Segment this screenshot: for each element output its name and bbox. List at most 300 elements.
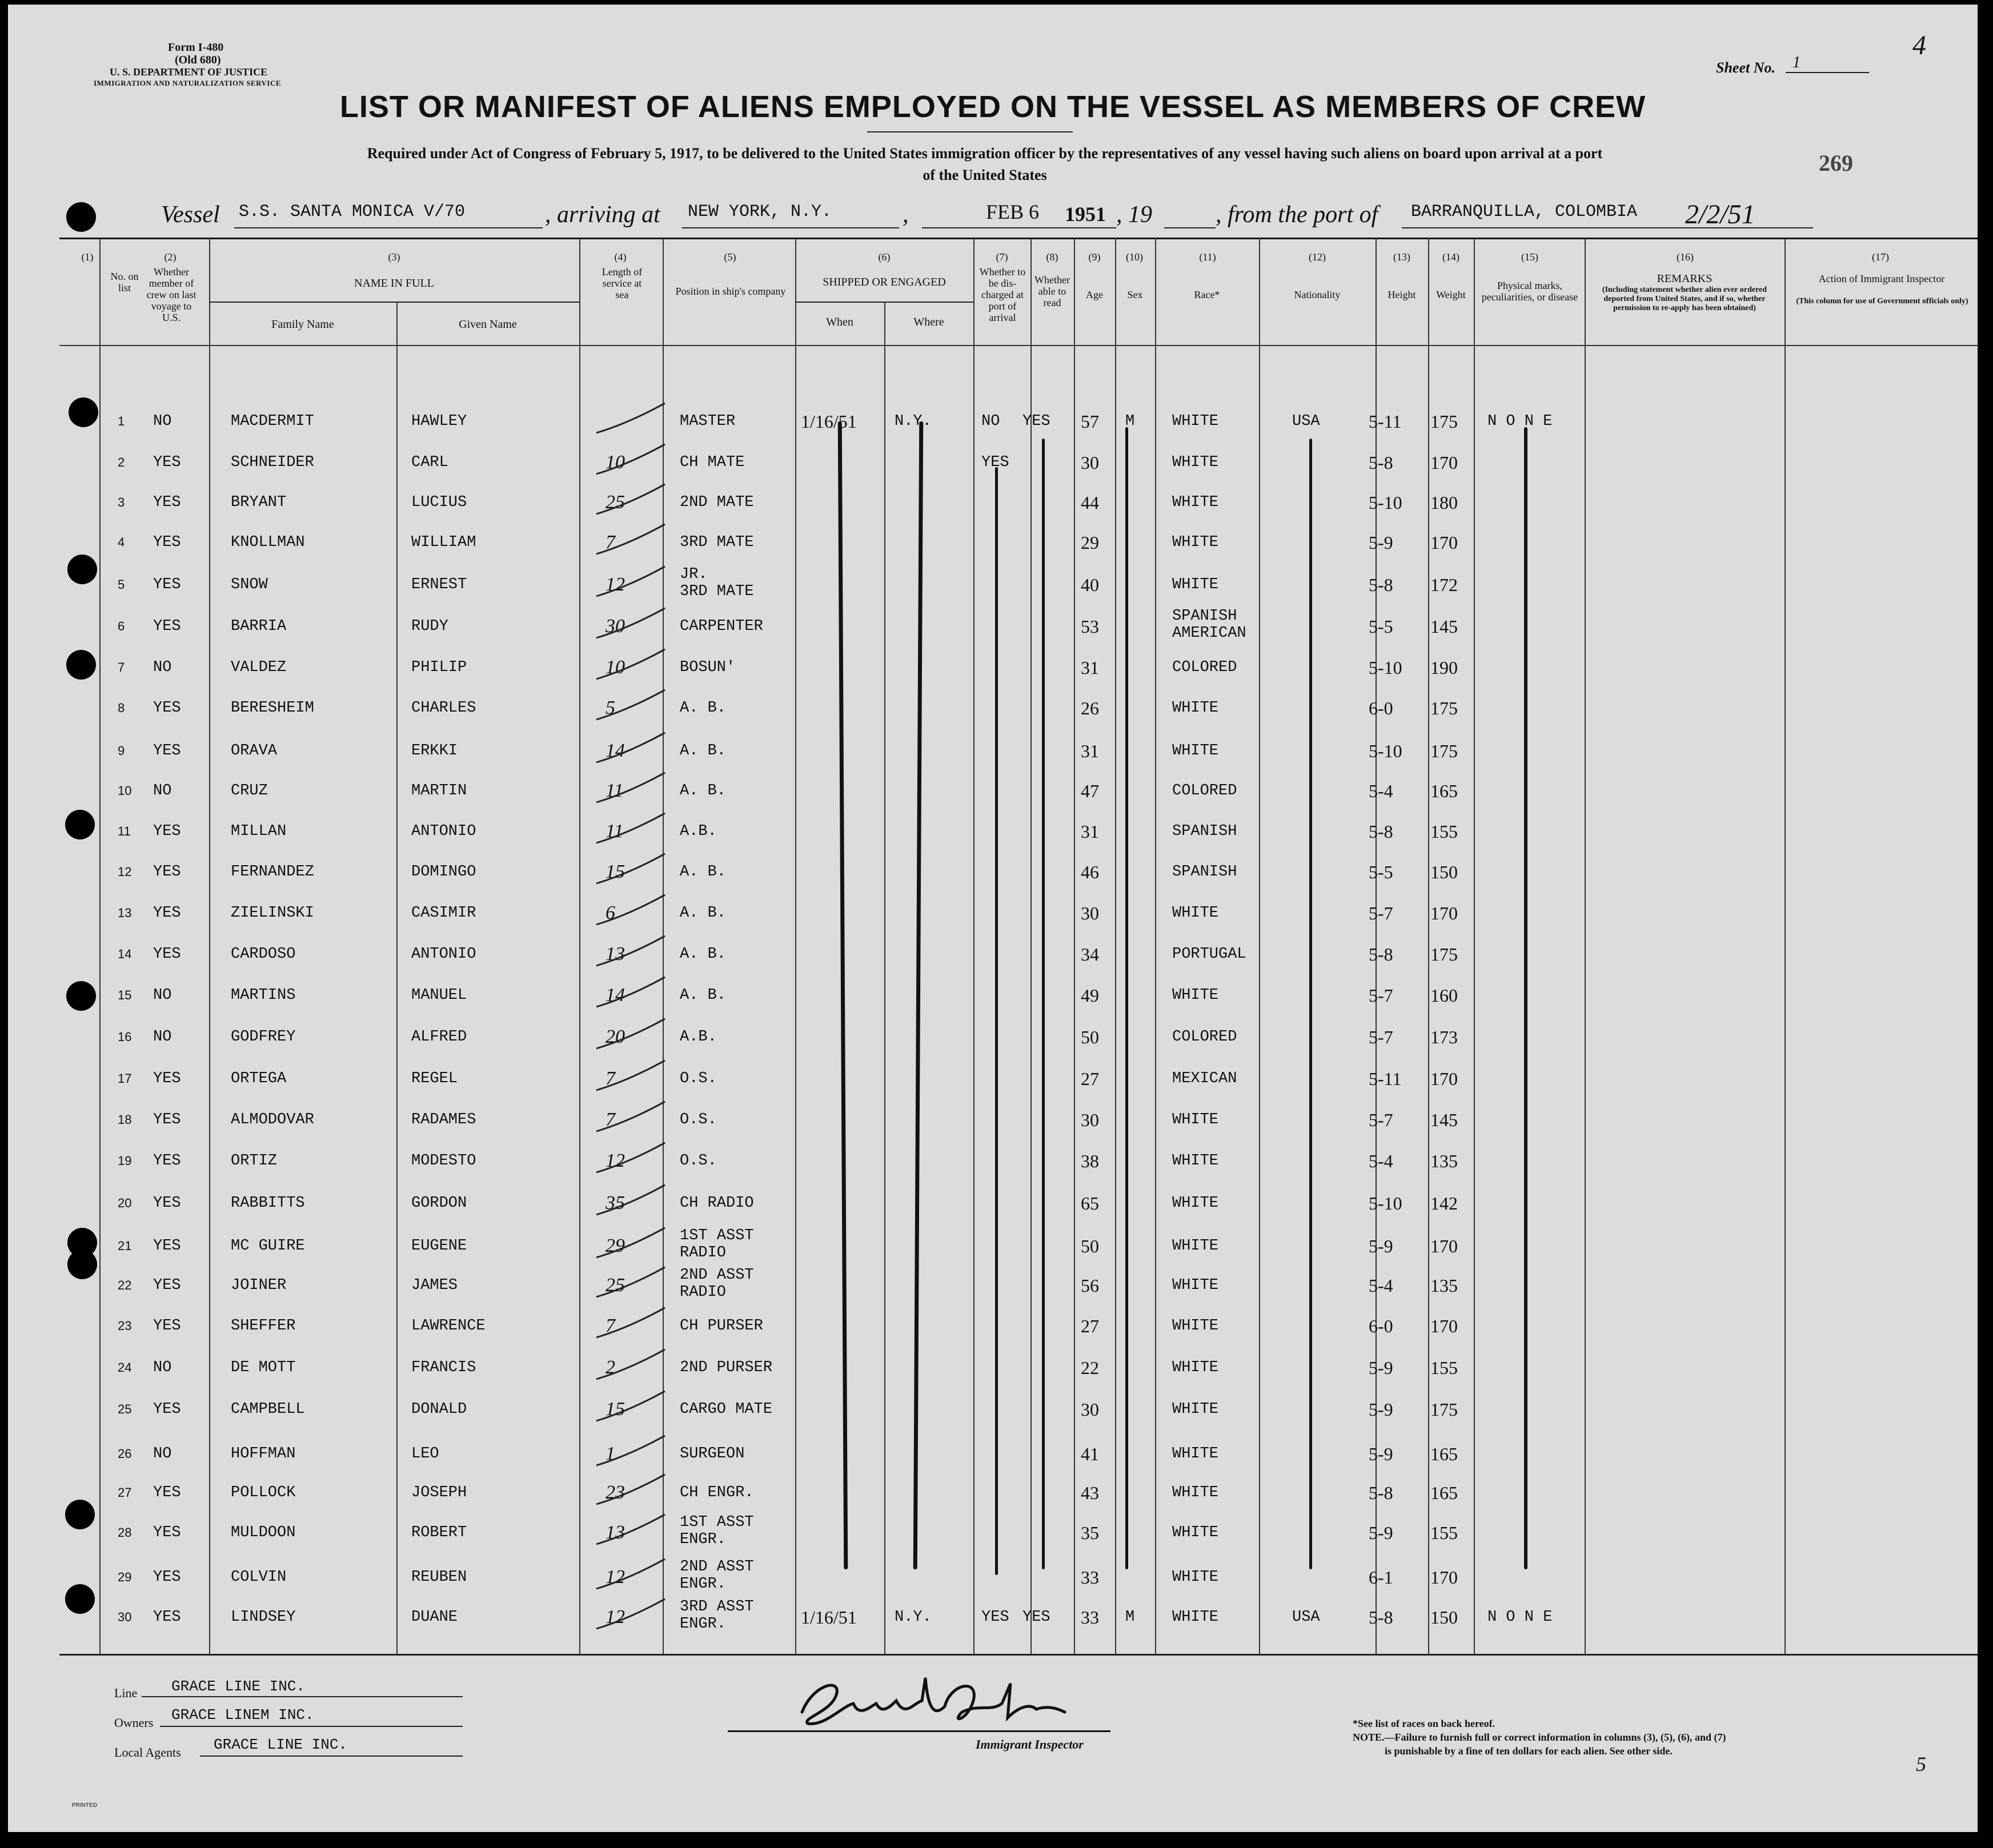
- form-service: IMMIGRATION AND NATURALIZATION SERVICE: [94, 79, 282, 87]
- cell-weight: 175: [1430, 741, 1458, 761]
- cell-family: MULDOON: [231, 1524, 296, 1541]
- cell-no: 20: [118, 1196, 132, 1210]
- check-mark-icon: [585, 1471, 671, 1511]
- check-mark-icon: [585, 441, 671, 481]
- cell-race: WHITE: [1172, 1484, 1219, 1501]
- cell-age: 27: [1081, 1068, 1099, 1089]
- cell-weight: 135: [1430, 1275, 1458, 1296]
- cell-no: 2: [118, 455, 125, 469]
- cell-position: CH PURSER: [680, 1317, 763, 1335]
- cell-last: YES: [153, 1484, 181, 1501]
- cell-race: WHITE: [1172, 905, 1219, 922]
- cell-race: WHITE: [1172, 1359, 1219, 1376]
- colnum-5: (5): [724, 251, 736, 263]
- binder-hole: [65, 810, 95, 839]
- table-bottom-rule: [59, 1654, 1978, 1656]
- cell-family: MC GUIRE: [231, 1238, 305, 1255]
- cell-height: 5-10: [1369, 1193, 1402, 1214]
- check-mark-icon: [585, 1511, 671, 1551]
- cell-position: A. B.: [680, 700, 727, 717]
- cell-nat: USA: [1292, 1609, 1320, 1626]
- year-line: [1164, 227, 1216, 228]
- form-old-number: (Old 680): [175, 54, 221, 66]
- cell-last: YES: [153, 1238, 181, 1255]
- cell-service: 7: [605, 532, 615, 553]
- cell-when: 1/16/51: [801, 1607, 857, 1628]
- cell-last: NO: [153, 1029, 172, 1046]
- cell-family: MACDERMIT: [231, 413, 314, 430]
- cell-age: 31: [1081, 821, 1099, 842]
- cell-family: GODFREY: [231, 1029, 296, 1046]
- cell-given: ROBERT: [411, 1524, 467, 1541]
- cell-weight: 170: [1430, 1316, 1458, 1336]
- cell-service: 6: [605, 902, 615, 923]
- cell-race: SPANISH: [1172, 608, 1237, 625]
- ditto-mark-sex: [1125, 427, 1128, 1569]
- check-mark-icon: [585, 646, 671, 686]
- cell-no: 15: [118, 988, 132, 1002]
- check-mark-icon: [585, 1388, 671, 1428]
- colnum-16: (16): [1677, 251, 1694, 263]
- cell-service: 15: [605, 861, 625, 882]
- cell-no: 11: [118, 824, 131, 838]
- cell-weight: 170: [1430, 1068, 1458, 1089]
- ditto-mark-where: [913, 421, 924, 1569]
- line-label: Line: [114, 1686, 138, 1700]
- cell-weight: 190: [1430, 657, 1458, 678]
- header-action-note: (This column for use of Government officials only): [1796, 297, 1968, 306]
- cell-height: 5-8: [1369, 1607, 1393, 1628]
- cell-height: 6-0: [1369, 698, 1393, 718]
- cell-weight: 165: [1430, 1483, 1458, 1503]
- check-mark-icon: [585, 769, 671, 809]
- cell-race-line2: AMERICAN: [1172, 625, 1246, 642]
- year-prefix: , 19: [1116, 202, 1152, 228]
- header-able-read: Whether able to read: [1034, 274, 1070, 308]
- cell-age: 56: [1081, 1275, 1099, 1296]
- sheet-number-line: [1786, 72, 1869, 73]
- cell-disch: YES: [981, 454, 1009, 471]
- cell-race: WHITE: [1172, 1195, 1219, 1212]
- sheet-label: Sheet No.: [1716, 59, 1775, 76]
- cell-phys: N O N E: [1487, 1609, 1553, 1626]
- cell-position-line2: RADIO: [680, 1284, 727, 1301]
- cell-no: 21: [118, 1239, 132, 1253]
- cell-age: 33: [1081, 1567, 1099, 1588]
- line-value: GRACE LINE INC.: [171, 1678, 306, 1695]
- cell-no: 25: [118, 1402, 132, 1416]
- name-subrule: [209, 302, 579, 303]
- cell-last: NO: [153, 659, 172, 676]
- cell-last: YES: [153, 1609, 181, 1626]
- cell-last: YES: [153, 1524, 181, 1541]
- cell-weight: 150: [1430, 1607, 1458, 1628]
- cell-no: 12: [118, 865, 132, 879]
- header-position: Position in ship's company: [675, 286, 786, 297]
- manifest-sheet: [8, 5, 1978, 1832]
- cell-given: CHARLES: [411, 700, 476, 717]
- cell-where: N.Y.: [895, 1609, 932, 1626]
- colnum-17: (17): [1872, 251, 1889, 263]
- table-top-rule: [59, 238, 1978, 239]
- cell-given: RADAMES: [411, 1111, 476, 1128]
- colnum-2: (2): [164, 251, 177, 263]
- header-action: Action of Immigrant Inspector: [1818, 273, 1945, 284]
- cell-weight: 175: [1430, 698, 1458, 718]
- cell-position-line2: 3RD MATE: [680, 583, 754, 600]
- shipped-subrule: [795, 302, 973, 303]
- colnum-7: (7): [996, 251, 1008, 263]
- owners-value: GRACE LINEM INC.: [171, 1706, 314, 1724]
- cell-weight: 172: [1430, 575, 1458, 595]
- cell-service: 13: [605, 943, 625, 965]
- cell-race: WHITE: [1172, 494, 1219, 511]
- page-title: LIST OR MANIFEST OF ALIENS EMPLOYED ON THE VESSEL AS MEMBERS OF CREW: [339, 90, 1646, 124]
- cell-position: 3RD MATE: [680, 534, 754, 551]
- cell-no: 7: [118, 660, 125, 674]
- cell-height: 5-4: [1369, 1151, 1393, 1171]
- cell-service: 23: [605, 1482, 625, 1503]
- footnote-note: NOTE.—Failure to furnish full or correct information in columns (3), (5), (6), and (7): [1353, 1732, 1726, 1743]
- check-mark-icon: [585, 521, 671, 561]
- vessel-value: S.S. SANTA MONICA V/70: [239, 202, 466, 222]
- cell-race: WHITE: [1172, 987, 1219, 1004]
- subtitle-line1: Required under Act of Congress of February 5, 1917, to be delivered to the United States immigration officer by the representatives of any vessel having such aliens on board upon arrival at a port: [367, 145, 1603, 162]
- cell-read: YES: [1022, 413, 1050, 430]
- cell-family: ALMODOVAR: [231, 1111, 314, 1128]
- cell-position: CH RADIO: [680, 1195, 754, 1212]
- cell-age: 57: [1081, 411, 1099, 432]
- ditto-mark-nationality: [1309, 439, 1312, 1569]
- cell-last: YES: [153, 1569, 181, 1586]
- cell-family: LINDSEY: [231, 1609, 296, 1626]
- cell-height: 5-4: [1369, 781, 1393, 801]
- cell-age: 31: [1081, 657, 1099, 678]
- cell-height: 5-8: [1369, 1483, 1393, 1503]
- cell-weight: 145: [1430, 616, 1458, 637]
- vessel-label: Vessel: [161, 202, 220, 228]
- check-mark-icon: [585, 1264, 671, 1304]
- colnum-11: (11): [1199, 251, 1216, 263]
- cell-age: 33: [1081, 1607, 1099, 1628]
- cell-family: KNOLLMAN: [231, 534, 305, 551]
- cell-given: REGEL: [411, 1070, 458, 1087]
- cell-no: 10: [118, 784, 132, 798]
- arrival-date: FEB 6: [986, 200, 1040, 223]
- cell-height: 5-10: [1369, 492, 1402, 513]
- binder-hole: [65, 1500, 95, 1529]
- cell-service: 2: [605, 1357, 615, 1378]
- agents-value: GRACE LINE INC.: [214, 1736, 348, 1753]
- cell-family: VALDEZ: [231, 659, 287, 676]
- header-physical: Physical marks, peculiarities, or disease: [1481, 280, 1578, 303]
- cell-service: 7: [605, 1109, 615, 1130]
- cell-height: 5-9: [1369, 1236, 1393, 1256]
- cell-family: ORAVA: [231, 742, 278, 760]
- cell-given: DUANE: [411, 1609, 458, 1626]
- cell-weight: 180: [1430, 492, 1458, 513]
- cell-age: 49: [1081, 985, 1099, 1006]
- agents-label: Local Agents: [114, 1745, 181, 1759]
- cell-no: 28: [118, 1525, 132, 1540]
- cell-service: 7: [605, 1068, 615, 1089]
- cell-weight: 175: [1430, 411, 1458, 432]
- cell-last: NO: [153, 1359, 172, 1376]
- cell-given: MARTIN: [411, 782, 467, 800]
- cell-age: 31: [1081, 741, 1099, 761]
- cell-service: 15: [605, 1399, 625, 1420]
- cell-service: 10: [605, 657, 625, 678]
- cell-family: POLLOCK: [231, 1484, 296, 1501]
- cell-race: WHITE: [1172, 1238, 1219, 1255]
- cell-no: 4: [118, 535, 125, 549]
- cell-race: WHITE: [1172, 1569, 1219, 1586]
- inspector-line: [728, 1730, 1110, 1732]
- cell-given: ERNEST: [411, 576, 467, 593]
- cell-race: WHITE: [1172, 742, 1219, 760]
- cell-position-line2: ENGR.: [680, 1576, 727, 1593]
- cell-given: HAWLEY: [411, 413, 467, 430]
- cell-service: 14: [605, 740, 625, 761]
- cell-given: PHILIP: [411, 659, 467, 676]
- cell-last: YES: [153, 1152, 181, 1170]
- cell-position: A. B.: [680, 905, 727, 922]
- cell-when: 1/16/51: [801, 411, 857, 432]
- cell-race: WHITE: [1172, 1277, 1219, 1294]
- cell-service: 7: [605, 1315, 615, 1336]
- cell-last: YES: [153, 1317, 181, 1335]
- cell-race: WHITE: [1172, 1609, 1219, 1626]
- cell-given: CASIMIR: [411, 905, 476, 922]
- cell-family: DE MOTT: [231, 1359, 296, 1376]
- cell-height: 5-8: [1369, 575, 1393, 595]
- ditto-mark-read: [1042, 439, 1045, 1569]
- check-mark-icon: [585, 974, 671, 1014]
- cell-height: 5-11: [1369, 1068, 1402, 1089]
- cell-last: YES: [153, 576, 181, 593]
- cell-age: 41: [1081, 1444, 1099, 1464]
- cell-no: 30: [118, 1610, 132, 1624]
- cell-weight: 155: [1430, 1522, 1458, 1543]
- cell-family: SHEFFER: [231, 1317, 296, 1335]
- cell-family: SNOW: [231, 576, 268, 593]
- cell-family: MILLAN: [231, 823, 287, 840]
- cell-family: BERESHEIM: [231, 700, 314, 717]
- colnum-14: (14): [1442, 251, 1459, 263]
- cell-no: 6: [118, 619, 125, 633]
- cell-family: MARTINS: [231, 987, 296, 1004]
- header-family-name: Family Name: [271, 318, 334, 331]
- check-mark-icon: [585, 1057, 671, 1097]
- cell-age: 50: [1081, 1236, 1099, 1256]
- cell-weight: 170: [1430, 452, 1458, 473]
- cell-race: COLORED: [1172, 782, 1237, 800]
- cell-last: YES: [153, 1111, 181, 1128]
- header-sex: Sex: [1127, 289, 1143, 300]
- cell-height: 5-9: [1369, 1444, 1393, 1464]
- cell-race: WHITE: [1172, 1317, 1219, 1335]
- cell-height: 5-4: [1369, 1275, 1393, 1296]
- cell-position: O.S.: [680, 1111, 717, 1128]
- cell-position: A. B.: [680, 863, 727, 881]
- cell-height: 5-7: [1369, 903, 1393, 923]
- cell-given: GORDON: [411, 1195, 467, 1212]
- cell-race: WHITE: [1172, 1401, 1219, 1418]
- cell-position: A. B.: [680, 782, 727, 800]
- corner-mark: 4: [1912, 30, 1926, 61]
- form-number: Form I-480: [168, 41, 224, 54]
- binder-hole: [66, 981, 96, 1011]
- cell-age: 26: [1081, 698, 1099, 718]
- check-mark-icon: [585, 933, 671, 973]
- cell-last: YES: [153, 494, 181, 511]
- header-discharged: Whether to be dis- charged at port of arrival: [979, 266, 1026, 323]
- cell-position: MASTER: [680, 413, 736, 430]
- inspector-signature: [791, 1672, 1088, 1735]
- header-weight: Weight: [1436, 289, 1466, 300]
- cell-given: LEO: [411, 1445, 439, 1463]
- cell-last: NO: [153, 987, 172, 1004]
- ditto-mark-when: [838, 421, 848, 1569]
- cell-given: REUBEN: [411, 1569, 467, 1586]
- header-remarks: REMARKS: [1657, 272, 1713, 285]
- binder-hole: [66, 650, 96, 680]
- cell-family: ORTEGA: [231, 1070, 287, 1087]
- cell-age: 30: [1081, 452, 1099, 473]
- cell-given: DOMINGO: [411, 863, 476, 881]
- cell-height: 5-8: [1369, 944, 1393, 965]
- cell-family: BARRIA: [231, 618, 287, 635]
- cell-age: 30: [1081, 1399, 1099, 1420]
- colnum-15: (15): [1521, 251, 1538, 263]
- cell-service: 10: [605, 452, 625, 473]
- cell-family: RABBITTS: [231, 1195, 305, 1212]
- check-mark-icon: [585, 686, 671, 726]
- header-last-voyage: Whether member of crew on last voyage to U.S.: [146, 266, 197, 323]
- cell-height: 5-10: [1369, 657, 1402, 678]
- colnum-8: (8): [1046, 251, 1058, 263]
- cell-position: BOSUN': [680, 659, 736, 676]
- cell-last: YES: [153, 618, 181, 635]
- cell-race: COLORED: [1172, 659, 1237, 676]
- cell-last: YES: [153, 823, 181, 840]
- cell-weight: 145: [1430, 1110, 1458, 1130]
- colnum-6: (6): [878, 251, 891, 263]
- cell-service: 12: [605, 574, 625, 595]
- colnum-12: (12): [1309, 251, 1326, 263]
- vessel-line: [234, 227, 543, 228]
- arriving-comma: ,: [903, 202, 909, 228]
- cell-no: 18: [118, 1112, 132, 1127]
- cell-nat: USA: [1292, 413, 1320, 430]
- cell-family: HOFFMAN: [231, 1445, 296, 1463]
- cell-position: 3RD ASST: [680, 1598, 754, 1616]
- check-mark-icon: [585, 1556, 671, 1596]
- check-mark-icon: [585, 481, 671, 521]
- cell-weight: 142: [1430, 1193, 1458, 1214]
- cell-family: CARDOSO: [231, 946, 296, 963]
- header-nationality: Nationality: [1294, 289, 1341, 300]
- arriving-value: NEW YORK, N.Y.: [688, 202, 832, 222]
- cell-age: 50: [1081, 1027, 1099, 1047]
- cell-race: COLORED: [1172, 1029, 1237, 1046]
- header-given-name: Given Name: [459, 318, 517, 331]
- cell-no: 1: [118, 414, 125, 428]
- cell-age: 47: [1081, 781, 1099, 801]
- cell-last: NO: [153, 413, 172, 430]
- handwritten-date: 2/2/51: [1685, 199, 1755, 230]
- arriving-label: , arriving at: [545, 202, 660, 228]
- colnum-3: (3): [388, 251, 400, 263]
- cell-given: WILLIAM: [411, 534, 476, 551]
- title-rule: [867, 131, 1073, 132]
- cell-no: 17: [118, 1071, 132, 1086]
- cell-weight: 160: [1430, 985, 1458, 1006]
- cell-race: WHITE: [1172, 1524, 1219, 1541]
- cell-given: MANUEL: [411, 987, 467, 1004]
- cell-position: 2ND PURSER: [680, 1359, 773, 1376]
- cell-height: 5-8: [1369, 452, 1393, 473]
- bottom-mark: 5: [1916, 1753, 1926, 1775]
- cell-age: 30: [1081, 903, 1099, 923]
- cell-weight: 175: [1430, 944, 1458, 965]
- cell-position: A. B.: [680, 946, 727, 963]
- header-when: When: [826, 316, 853, 328]
- cell-age: 65: [1081, 1193, 1099, 1214]
- binder-hole: [67, 555, 97, 584]
- cell-last: NO: [153, 782, 172, 800]
- cell-last: YES: [153, 905, 181, 922]
- check-mark-icon: [585, 1596, 671, 1636]
- cell-position: O.S.: [680, 1152, 717, 1170]
- cell-given: DONALD: [411, 1401, 467, 1418]
- cell-age: 27: [1081, 1316, 1099, 1336]
- cell-sex: M: [1125, 413, 1135, 430]
- cell-race: WHITE: [1172, 534, 1219, 551]
- cell-where: N.Y.: [895, 413, 932, 430]
- cell-age: 46: [1081, 862, 1099, 882]
- cell-position: A. B.: [680, 987, 727, 1004]
- cell-no: 13: [118, 906, 132, 920]
- cell-age: 40: [1081, 575, 1099, 595]
- cell-family: BRYANT: [231, 494, 287, 511]
- ditto-mark-physical: [1524, 427, 1527, 1569]
- cell-weight: 170: [1430, 903, 1458, 923]
- inspector-label: Immigrant Inspector: [976, 1737, 1084, 1751]
- cell-service: 1: [605, 1443, 615, 1464]
- subtitle-line2: of the United States: [923, 167, 1047, 183]
- cell-position: CH MATE: [680, 454, 745, 471]
- cell-race: WHITE: [1172, 454, 1219, 471]
- binder-hole: [67, 1250, 97, 1279]
- cell-service: 12: [605, 1606, 625, 1628]
- header-height: Height: [1388, 289, 1416, 300]
- colnum-4: (4): [614, 251, 627, 263]
- check-mark-icon: [585, 563, 671, 603]
- cell-race: WHITE: [1172, 1111, 1219, 1128]
- cell-position-line2: ENGR.: [680, 1616, 727, 1633]
- cell-no: 9: [118, 744, 125, 758]
- date-line: [922, 227, 1116, 228]
- cell-race: WHITE: [1172, 1445, 1219, 1463]
- agents-underline: [200, 1755, 463, 1757]
- cell-weight: 173: [1430, 1027, 1458, 1047]
- cell-position-line2: RADIO: [680, 1244, 727, 1262]
- line-underline: [142, 1696, 463, 1697]
- cell-given: FRANCIS: [411, 1359, 476, 1376]
- owners-underline: [160, 1726, 463, 1727]
- binder-hole: [69, 397, 98, 427]
